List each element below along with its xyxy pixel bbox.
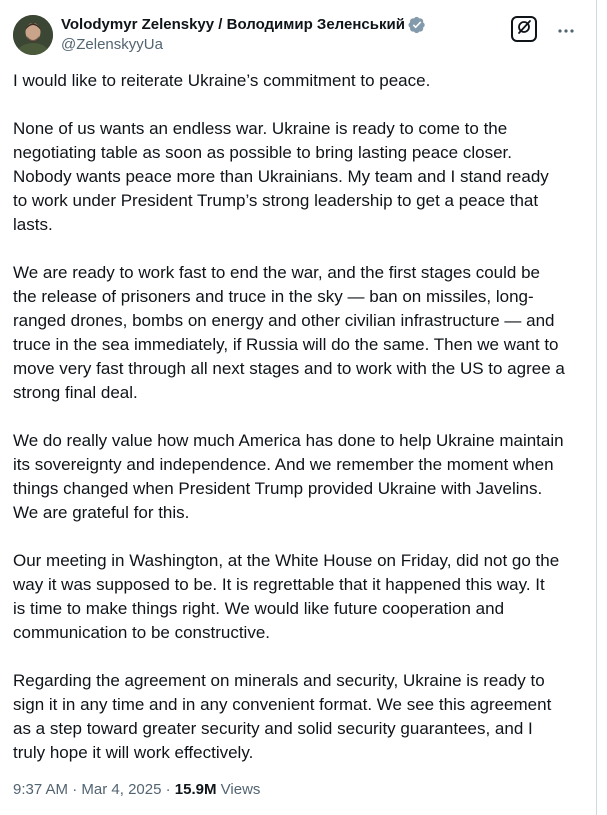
tweet-paragraph-1: I would like to reiterate Ukraine’s commitment to peace. (13, 71, 431, 90)
avatar-image (13, 15, 53, 55)
grok-icon (516, 19, 532, 40)
tweet-paragraph-2: None of us wants an endless war. Ukraine is ready to come to the negotiating table as soon as possible to bring lasting peace closer. Nobody wants peace more than Ukrainians. My team and I stand ready to work under President Trump’s strong leadership to get a peace that lasts. (13, 119, 549, 234)
views-label: Views (220, 781, 261, 798)
views-count: 15.9M (174, 781, 217, 798)
more-dots-icon (557, 21, 575, 39)
author-names (61, 15, 426, 55)
meta-separator-2: · (165, 781, 171, 798)
grok-button[interactable] (511, 16, 537, 42)
tweet-time[interactable]: 9:37 AM (13, 781, 69, 798)
author-display-name-row[interactable] (61, 15, 426, 35)
tweet-paragraph-3: We are ready to work fast to end the war, and the first stages could be the release of prisoners and truce in the sky — ban on missiles, long- ranged drones, bombs on energy and other civilian infrastructure — and truce in the sea immediately, if Russia will do the same. Then we want to move very fast through all next stages and to work with the US to agree a strong final deal. (13, 263, 565, 402)
tweet-paragraph-6: Regarding the agreement on minerals and security, Ukraine is ready to sign it in any time and in any convenient format. We see this agreement as a step toward greater security and solid security guarantees, and I truly hope it will work effectively. (13, 671, 552, 762)
tweet-header (13, 13, 583, 57)
avatar[interactable] (13, 15, 53, 55)
author-handle[interactable]: @ZelenskyyUa (61, 36, 163, 53)
tweet-date[interactable]: Mar 4, 2025 (81, 781, 162, 798)
author-display-name[interactable]: Volodymyr Zelenskyy / Володимир Зеленський (61, 16, 405, 33)
meta-separator: · (72, 781, 78, 798)
verified-badge-icon[interactable] (408, 16, 426, 34)
more-options-button[interactable] (555, 19, 577, 41)
tweet-meta (13, 780, 260, 800)
tweet-paragraph-5: Our meeting in Washington, at the White House on Friday, did not go the way it was supposed to be. It is regrettable that it happened this way. It is time to make things right. We would like future cooperation and communication to be constructive. (13, 551, 560, 642)
tweet-text (13, 69, 585, 789)
tweet-paragraph-4: We do really value how much America has done to help Ukraine maintain its sovereignty and independence. And we remember the moment when things changed when President Trump provided Ukraine with Javelins. We are grateful for this. (13, 431, 564, 522)
